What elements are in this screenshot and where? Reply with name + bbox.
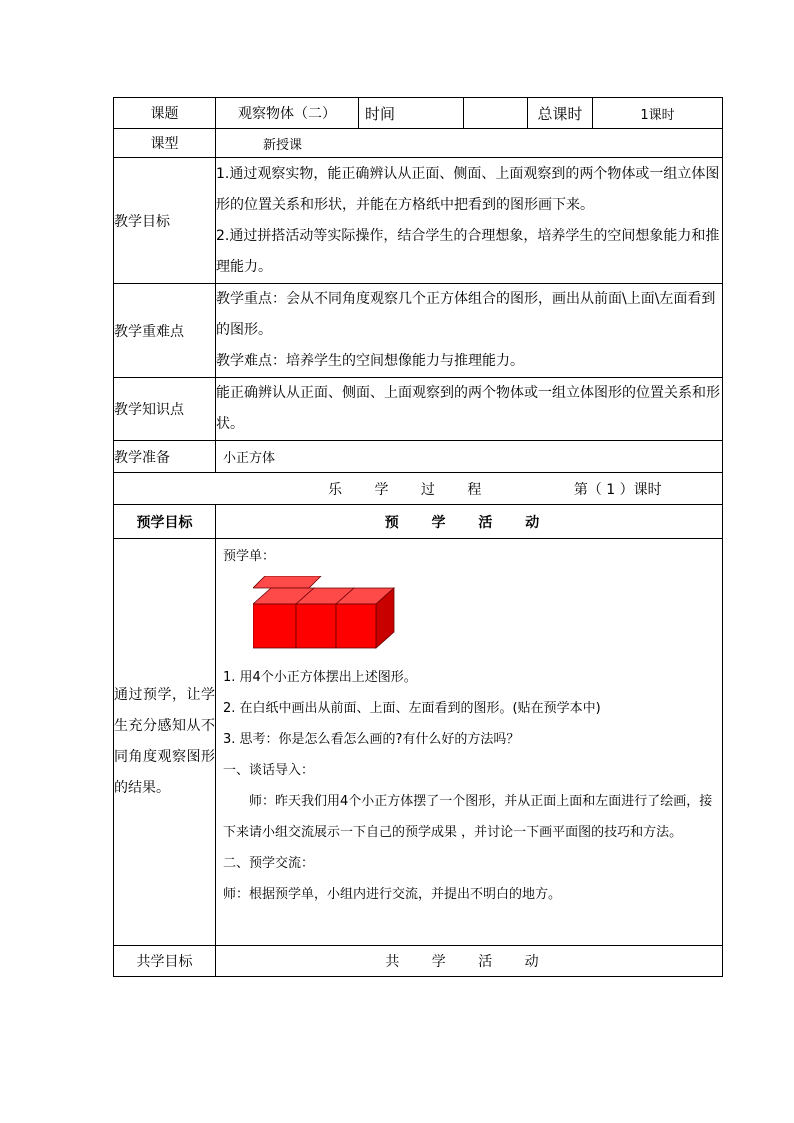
key-point-line: 教学重点：会从不同角度观察几个正方体组合的图形，画出从前面\上面\左面看到的图形。 <box>216 291 716 338</box>
knowledge-label: 教学知识点 <box>114 378 216 441</box>
costudy-goal-label: 共学目标 <box>114 946 216 977</box>
section-text: 师：根据预学单，小组内进行交流，并提出不明白的地方。 <box>223 887 562 902</box>
row-costudy-header <box>114 946 723 977</box>
total-periods-label: 总课时 <box>528 98 593 129</box>
prestudy-activity-label: 预 学 活 动 <box>216 505 723 539</box>
topic-label: 课题 <box>114 98 216 129</box>
process-title-cell <box>114 473 723 505</box>
process-title: 乐 学 过 程 <box>328 481 496 498</box>
row-process-title <box>114 473 723 505</box>
key-points-label: 教学重难点 <box>114 284 216 378</box>
row-topic <box>114 98 723 129</box>
objectives-label: 教学目标 <box>114 158 216 284</box>
row-preparation <box>114 441 723 473</box>
cube-figure <box>223 572 717 662</box>
type-value: 新授课 <box>216 129 723 158</box>
topic-value: 观察物体（二） <box>216 98 359 129</box>
objective-line: 1.通过观察实物，能正确辨认从正面、侧面、上面观察到的两个物体或一组立体图形的位置关系和形状，并能在方格纸中把看到的图形画下来。 <box>216 165 720 213</box>
row-objectives <box>114 158 723 284</box>
type-label: 课型 <box>114 129 216 158</box>
section-title: 一、谈话导入： <box>223 763 315 778</box>
preparation-value: 小正方体 <box>216 441 723 473</box>
process-period: 第（ 1 ）课时 <box>573 481 662 498</box>
time-value <box>464 98 528 129</box>
prestudy-item: 2. 在白纸中画出从前面、上面、左面看到的图形。(贴在预学本中) <box>223 701 601 716</box>
difficulty-line: 教学难点：培养学生的空间想像能力与推理能力。 <box>216 353 524 369</box>
cube-arrangement-image <box>253 576 413 666</box>
row-knowledge <box>114 378 723 441</box>
prestudy-item: 3. 思考：你是怎么看怎么画的?有什么好的方法吗？ <box>223 732 520 747</box>
key-points-content <box>216 284 723 378</box>
objectives-content <box>216 158 723 284</box>
section-title: 二、预学交流： <box>223 856 315 871</box>
costudy-activity-label: 共 学 活 动 <box>216 946 723 977</box>
row-prestudy-content <box>114 539 723 946</box>
section-text: 师：昨天我们用4个小正方体摆了一个图形，并从正面上面和左面进行了绘画，接下来请小组交流展示一下自己的预学成果 ，并讨论一下画平面图的技巧和方法。 <box>223 794 713 840</box>
knowledge-content: 能正确辨认从正面、侧面、上面观察到的两个物体或一组立体图形的位置关系和形状。 <box>216 378 723 441</box>
prestudy-goal-text: 通过预学，让学生充分感知从不同角度观察图形的结果。 <box>114 539 216 946</box>
total-periods-value: 1课时 <box>593 98 723 129</box>
prestudy-goal-label: 预学目标 <box>114 505 216 539</box>
time-label: 时间 <box>359 98 464 129</box>
prestudy-item: 1. 用4个小正方体摆出上述图形。 <box>223 670 417 685</box>
row-prestudy-header <box>114 505 723 539</box>
row-key-points <box>114 284 723 378</box>
prestudy-sheet-label: 预学单： <box>223 549 276 564</box>
preparation-label: 教学准备 <box>114 441 216 473</box>
row-type <box>114 129 723 158</box>
prestudy-activity-content <box>216 539 723 946</box>
lesson-plan-table <box>113 97 723 977</box>
objective-line: 2.通过拼搭活动等实际操作，结合学生的合理想象，培养学生的空间想象能力和推理能力。 <box>216 227 720 275</box>
